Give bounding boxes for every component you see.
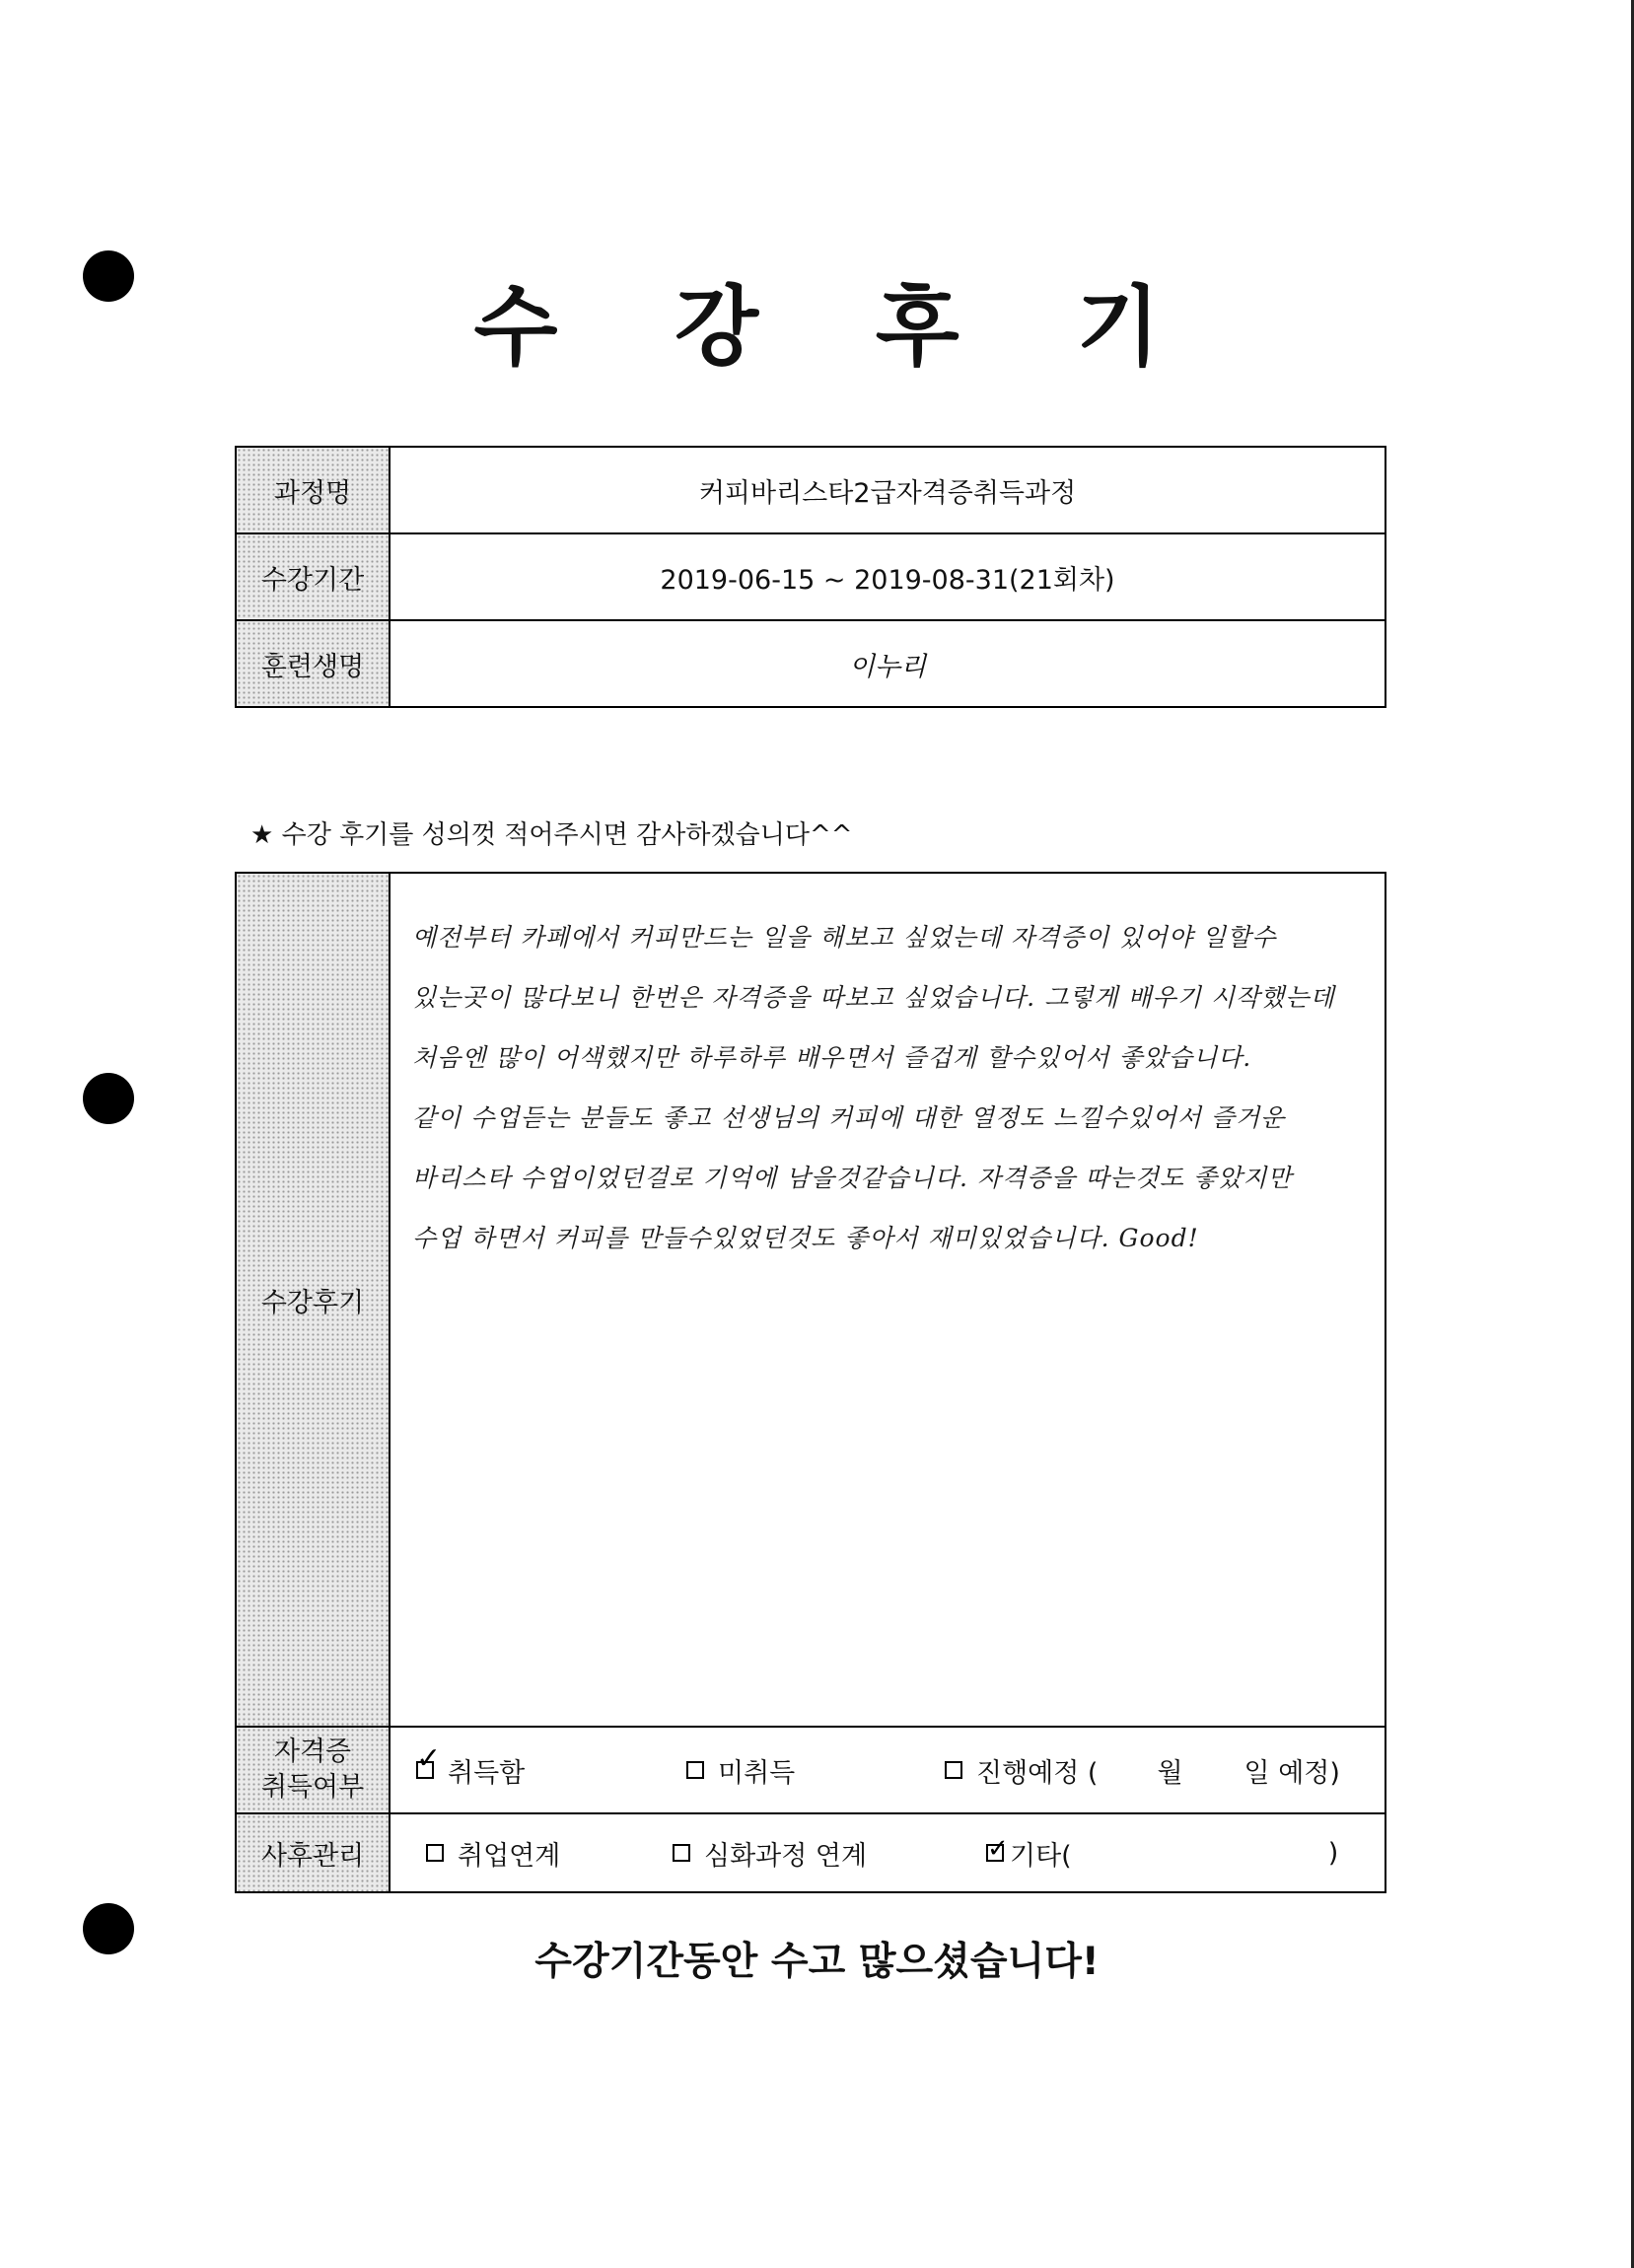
checkbox-icon[interactable]: [686, 1761, 704, 1779]
certificate-label-line1: 자격증: [273, 1736, 352, 1767]
review-line: 예전부터 카페에서 커피만드는 일을 해보고 싶었는데 자격증이 있어야 일할수: [412, 923, 1277, 952]
option-other-close: ): [1327, 1837, 1339, 1869]
trainee-signature: 이누리: [390, 620, 1385, 707]
instruction-note: ★ 수강 후기를 성의껏 적어주시면 감사하겠습니다^^: [250, 820, 853, 850]
trainee-label: 훈련생명: [236, 620, 390, 707]
page-title: 수 강 후 기: [473, 276, 1204, 378]
option-advanced-label: 심화과정 연계: [704, 1840, 868, 1872]
checkbox-icon[interactable]: [426, 1844, 444, 1862]
option-not-obtained[interactable]: [686, 1751, 945, 1790]
option-obtained-label: 취득함: [448, 1757, 526, 1789]
aftercare-label: 사후관리: [236, 1813, 390, 1892]
table-row: [236, 447, 1385, 533]
table-row: [236, 1813, 1385, 1892]
course-label: 과정명: [236, 447, 390, 533]
period-label: 수강기간: [236, 533, 390, 620]
review-text: [390, 873, 1385, 1727]
review-line: 처음엔 많이 어색했지만 하루하루 배우면서 즐겁게 할수있어서 좋았습니다.: [412, 1043, 1252, 1072]
period-value: 2019-06-15 ~ 2019-08-31(21회차): [390, 533, 1385, 620]
month-label: 월: [1157, 1757, 1183, 1789]
option-advanced[interactable]: [673, 1834, 986, 1873]
checkbox-icon[interactable]: [673, 1844, 690, 1862]
certificate-label: [236, 1727, 390, 1813]
table-row: [236, 533, 1385, 620]
checkmark-icon: ✓: [987, 1834, 1009, 1864]
course-value: 커피바리스타2급자격증취득과정: [390, 447, 1385, 533]
day-label: 일 예정): [1243, 1757, 1340, 1789]
punch-hole: [83, 1073, 134, 1124]
closing-message: 수강기간동안 수고 많으셨습니다!: [534, 1940, 1100, 1984]
review-label: 수강후기: [236, 873, 390, 1727]
review-line: 수업 하면서 커피를 만들수있었던것도 좋아서 재미있었습니다. Good!: [412, 1224, 1199, 1252]
checkbox-icon[interactable]: [986, 1834, 1009, 1864]
course-info-table: [235, 446, 1386, 708]
option-in-progress[interactable]: [945, 1751, 1340, 1790]
review-line: 바리스타 수업이었던걸로 기억에 남을것같습니다. 자격증을 따는것도 좋았지만: [412, 1164, 1293, 1192]
certificate-label-line2: 취득여부: [260, 1772, 365, 1803]
table-row: [236, 620, 1385, 707]
aftercare-options: [390, 1813, 1385, 1892]
option-other-label: 기타(: [1010, 1840, 1072, 1872]
table-row: [236, 873, 1385, 1727]
review-table: [235, 872, 1386, 1893]
option-in-progress-label: 진행예정 (: [976, 1757, 1099, 1789]
option-employment[interactable]: [426, 1834, 673, 1873]
checkmark-icon: ✓: [416, 1741, 442, 1776]
option-other[interactable]: [986, 1834, 1338, 1873]
certificate-options: [390, 1727, 1385, 1813]
option-obtained[interactable]: [416, 1741, 686, 1790]
option-employment-label: 취업연계: [458, 1840, 561, 1872]
table-row: [236, 1727, 1385, 1813]
checkbox-icon[interactable]: [416, 1741, 442, 1779]
option-not-obtained-label: 미취득: [718, 1757, 796, 1789]
checkbox-icon[interactable]: [945, 1761, 962, 1779]
review-line: 있는곳이 많다보니 한번은 자격증을 따보고 싶었습니다. 그렇게 배우기 시작했는데: [412, 983, 1335, 1012]
review-line: 같이 수업듣는 분들도 좋고 선생님의 커피에 대한 열정도 느낄수있어서 즐거운: [412, 1103, 1286, 1132]
